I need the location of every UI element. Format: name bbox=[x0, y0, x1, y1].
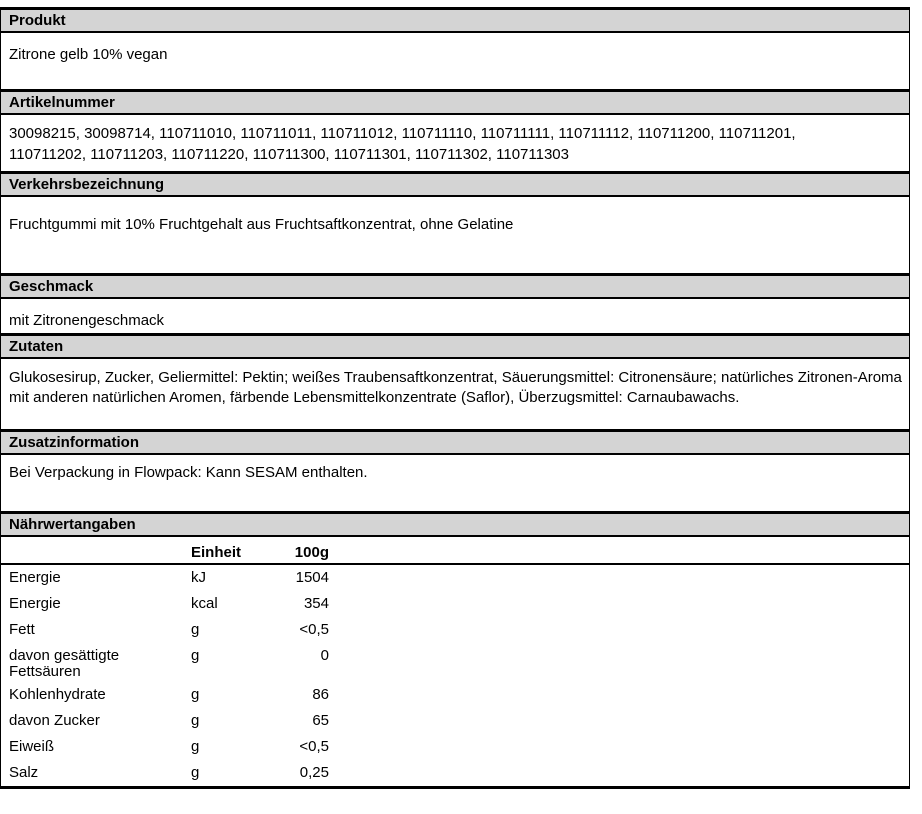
section-title: Zusatzinformation bbox=[9, 434, 139, 451]
nutrient-value: 1504 bbox=[295, 569, 329, 586]
nutrition-table bbox=[1, 537, 909, 786]
nutrient-value: 65 bbox=[312, 712, 329, 729]
section-header-geschmack bbox=[1, 273, 909, 299]
section-content-produkt bbox=[1, 33, 909, 89]
table-row bbox=[1, 760, 909, 786]
section-content-geschmack bbox=[1, 299, 909, 333]
section-title: Geschmack bbox=[9, 278, 94, 295]
nutrient-label: Salz bbox=[9, 764, 39, 781]
section-header-naehrwertangaben bbox=[1, 511, 909, 537]
nutrient-unit: g bbox=[191, 712, 200, 729]
nutrient-label: Fett bbox=[9, 621, 35, 638]
nutrient-label: davon gesättigte Fettsäuren bbox=[9, 647, 120, 680]
section-header-zusatzinformation bbox=[1, 429, 909, 455]
table-row bbox=[1, 591, 909, 617]
nutrient-value: 0,25 bbox=[299, 764, 329, 781]
section-title: Nährwertangaben bbox=[9, 516, 136, 533]
nutrition-header-per100g: 100g bbox=[294, 544, 329, 561]
table-row bbox=[1, 565, 909, 591]
nutrition-header-unit: Einheit bbox=[191, 544, 242, 561]
product-name: Zitrone gelb 10% vegan bbox=[9, 46, 168, 63]
section-title: Zutaten bbox=[9, 338, 64, 355]
product-datasheet bbox=[0, 7, 910, 789]
section-content-artikelnummer bbox=[1, 115, 909, 171]
nutrient-label: Eiweiß bbox=[9, 738, 55, 755]
section-header-produkt bbox=[1, 7, 909, 33]
section-title: Produkt bbox=[9, 12, 66, 29]
nutrition-header-spacer bbox=[1, 545, 191, 560]
nutrient-label: davon Zucker bbox=[9, 712, 100, 729]
nutrient-label: Energie bbox=[9, 569, 61, 586]
nutrient-unit: g bbox=[191, 738, 200, 755]
table-row bbox=[1, 617, 909, 643]
section-content-zutaten bbox=[1, 359, 909, 429]
table-row bbox=[1, 734, 909, 760]
table-row bbox=[1, 682, 909, 708]
nutrient-unit: kcal bbox=[191, 595, 218, 612]
table-row bbox=[1, 708, 909, 734]
section-title: Verkehrsbezeichnung bbox=[9, 176, 165, 193]
nutrient-unit: g bbox=[191, 647, 200, 664]
nutrient-value: 0 bbox=[320, 647, 329, 664]
nutrient-label: Energie bbox=[9, 595, 61, 612]
nutrient-unit: g bbox=[191, 621, 200, 638]
section-header-verkehrsbezeichnung bbox=[1, 171, 909, 197]
ingredients-text: Glukosesirup, Zucker, Geliermittel: Pektin; weißes Traubensaftkonzentrat, Säuerungsmittel: Citronensäure; natürliches Zitronen-Aroma mit anderen natürlichen Aromen, färbende Lebensmittelkonzentrate (Saflor), Überzugsmittel: Carnaubawachs. bbox=[9, 369, 902, 406]
section-header-artikelnummer bbox=[1, 89, 909, 115]
table-row bbox=[1, 643, 909, 682]
nutrient-unit: g bbox=[191, 686, 200, 703]
nutrient-unit: kJ bbox=[191, 569, 206, 586]
section-content-verkehrsbezeichnung bbox=[1, 197, 909, 273]
flavour-text: mit Zitronengeschmack bbox=[9, 312, 165, 329]
article-numbers: 30098215, 30098714, 110711010, 110711011, 110711012, 110711110, 110711111, 110711112, 110711200, 110711201, 110711202, 110711203, 110711220, 110711300, 110711301, 110711302, 110711303 bbox=[9, 125, 796, 163]
section-title: Artikelnummer bbox=[9, 94, 115, 111]
section-header-zutaten bbox=[1, 333, 909, 359]
nutrient-value: 354 bbox=[303, 595, 329, 612]
trade-description: Fruchtgummi mit 10% Fruchtgehalt aus Fruchtsaftkonzentrat, ohne Gelatine bbox=[9, 216, 514, 233]
section-content-zusatzinformation bbox=[1, 455, 909, 511]
nutrient-unit: g bbox=[191, 764, 200, 781]
nutrient-value: <0,5 bbox=[299, 621, 329, 638]
nutrition-header-row bbox=[1, 537, 909, 565]
additional-info-text: Bei Verpackung in Flowpack: Kann SESAM enthalten. bbox=[9, 464, 368, 481]
nutrient-value: 86 bbox=[312, 686, 329, 703]
nutrient-value: <0,5 bbox=[299, 738, 329, 755]
nutrient-label: Kohlenhydrate bbox=[9, 686, 106, 703]
